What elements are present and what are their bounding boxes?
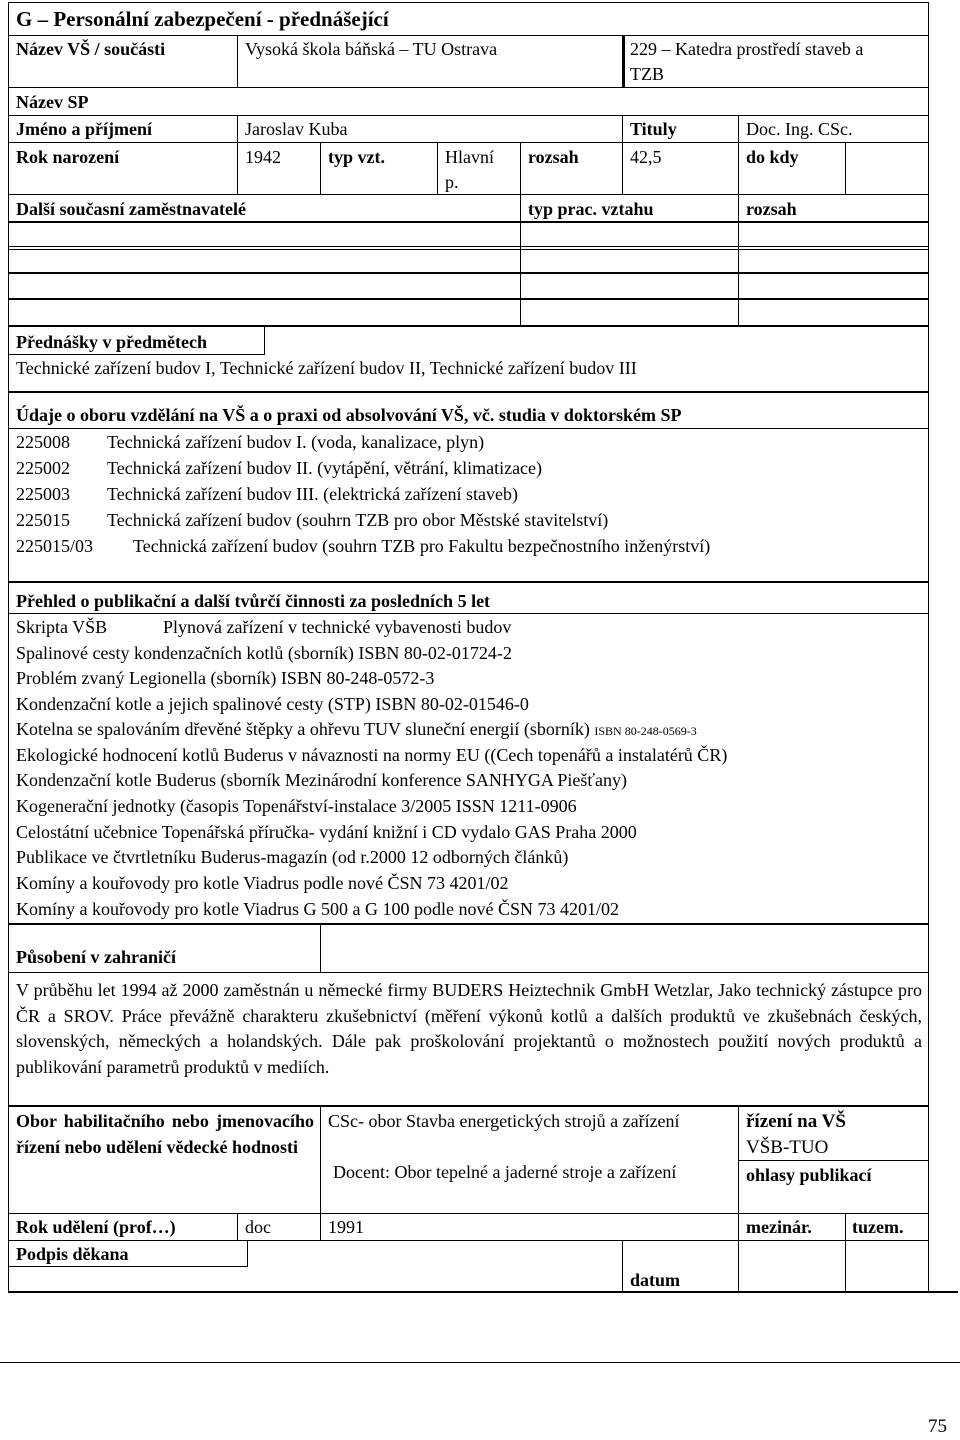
divider [845, 1213, 846, 1292]
education-text: Technická zařízení budov (souhrn TZB pro obor Městské stavitelství) [107, 510, 609, 530]
responses-label: ohlasy publikací [746, 1165, 872, 1185]
contract-type-value-line1: Hlavní [445, 147, 494, 167]
divider [738, 142, 739, 194]
signature-label: Podpis děkana [16, 1244, 129, 1264]
publication-item: Spalinové cesty kondenzačních kotlů (sborník) ISBN 80-02-01724-2 [16, 643, 512, 663]
form-title: G – Personální zabezpečení - přednášející [16, 7, 389, 31]
employer-row-2 [8, 246, 929, 274]
divider [738, 1160, 929, 1161]
divider [320, 924, 321, 972]
year-value: 1991 [328, 1217, 364, 1237]
department-value-line1: 229 – Katedra prostředí staveb a [630, 39, 864, 59]
publication-item-text: Kotelna se spalováním dřevěné štěpky a ohřevu TUV sluneční energií (sborník) [16, 719, 595, 739]
divider [738, 272, 739, 300]
education-code: 225008 [16, 432, 70, 452]
divider [8, 354, 265, 355]
proceedings-value: VŠB-TUO [746, 1137, 829, 1158]
divider [320, 142, 321, 194]
year-type: doc [245, 1217, 271, 1237]
extent-label: rozsah [528, 147, 579, 167]
education-code: 225002 [16, 458, 70, 478]
divider [738, 194, 739, 222]
divider [738, 246, 739, 274]
divider [264, 326, 265, 354]
education-code: 225003 [16, 484, 70, 504]
divider [622, 142, 623, 194]
publication-item: Publikace ve čtvrtletníku Buderus-magazín (od r.2000 12 odborných článků) [16, 847, 569, 867]
school-value: Vysoká škola báňská – TU Ostrava [245, 39, 498, 59]
publication-item: Kondenzační kotle Buderus (sborník Mezinárodní konference SANHYGA Piešťany) [16, 770, 628, 790]
publication-item: Kondenzační kotle a jejich spalinové cesty (STP) ISBN 80-02-01546-0 [16, 694, 529, 714]
divider [247, 1240, 248, 1267]
lectures-heading: Přednášky v předmětech [16, 332, 207, 352]
education-code: 225015 [16, 510, 70, 530]
date-label: datum [630, 1270, 681, 1290]
contract-type-label: typ vzt. [328, 147, 385, 167]
divider [738, 1106, 739, 1292]
divider [237, 142, 238, 194]
domestic-label: tuzem. [852, 1217, 904, 1237]
divider [8, 1240, 929, 1241]
publication-item: Problém zvaný Legionella (sborník) ISBN 80-248-0572-3 [16, 668, 435, 688]
divider [237, 35, 238, 87]
abroad-heading: Působení v zahraničí [16, 947, 177, 967]
skripta-label: Skripta VŠB [16, 617, 108, 637]
employer-row-4 [8, 298, 929, 326]
divider [520, 272, 521, 300]
education-text: Technická zařízení budov II. (vytápění, větrání, klimatizace) [107, 458, 543, 478]
extent2-label: rozsah [746, 199, 797, 219]
department-value-line2: TZB [630, 64, 664, 84]
publication-item: Celostátní učebnice Topenářská příručka- vydání knižní i CD vydalo GAS Praha 2000 [16, 822, 637, 842]
name-label: Jméno a příjmení [16, 119, 152, 139]
year-label: Rok udělení (prof…) [16, 1217, 176, 1237]
intl-label: mezinár. [746, 1217, 812, 1237]
lectures-text: Technické zařízení budov I, Technické zařízení budov II, Technické zařízení budov III [16, 358, 637, 378]
work-type-label: typ prac. vztahu [528, 199, 654, 219]
publication-item: Komíny a kouřovody pro kotle Viadrus podle nové ČSN 73 4201/02 [16, 873, 509, 893]
habilitation-value-1: CSc- obor Stavba energetických strojů a zařízení [328, 1111, 680, 1131]
education-heading: Údaje o oboru vzdělání na VŠ a o praxi od absolvování VŠ, vč. studia v doktorském SP [16, 405, 682, 425]
publication-isbn: ISBN 80-248-0569-3 [594, 724, 697, 738]
education-text: Technická zařízení budov (souhrn TZB pro Fakultu bezpečnostního inženýrství) [133, 536, 711, 556]
publications-heading: Přehled o publikační a další tvůrčí činnosti za posledních 5 let [16, 591, 491, 611]
divider [622, 115, 623, 142]
divider [622, 1240, 623, 1292]
other-employers-label: Další současní zaměstnavatelé [16, 199, 246, 219]
page-number: 75 [928, 1416, 947, 1437]
employer-row-3 [8, 272, 929, 300]
until-label: do kdy [746, 147, 799, 167]
divider [8, 1266, 248, 1267]
education-text: Technická zařízení budov I. (voda, kanalizace, plyn) [107, 432, 485, 452]
divider [520, 298, 521, 326]
divider [237, 115, 238, 142]
divider [622, 35, 625, 87]
divider [520, 142, 521, 194]
abroad-text: V průběhu let 1994 až 2000 zaměstnán u německé firmy BUDERS Heiztechnik GmbH Wetzlar, Jako technický zástupce pro ČR a SROV. Práce převážně charakteru zkušebnictví (měření výkonů kotlů a dalších produktů ve zkušebnách českých, slovenských, německých a holandských. Dále pak proškolování projektantů o možnostech použití nových produktů a publikování parametrů produktů v mediích. [16, 980, 922, 1077]
birth-value: 1942 [245, 147, 281, 167]
publication-item: Komíny a kouřovody pro kotle Viadrus G 500 a G 100 podle nové ČSN 73 4201/02 [16, 899, 620, 919]
titles-label: Tituly [630, 119, 677, 139]
divider [738, 115, 739, 142]
divider [437, 142, 438, 194]
contract-type-value-line2: p. [445, 172, 459, 192]
divider [845, 142, 846, 194]
publication-item [16, 716, 697, 744]
divider [237, 1213, 238, 1240]
bottom-rule [8, 1291, 958, 1293]
name-value: Jaroslav Kuba [245, 119, 348, 139]
divider [520, 194, 521, 222]
skripta-text: Plynová zařízení v technické vybavenosti budov [163, 617, 512, 637]
proceedings-label: řízení na VŠ [746, 1111, 846, 1132]
sp-label: Název SP [16, 92, 89, 112]
extent-value: 42,5 [630, 147, 662, 167]
birth-label: Rok narození [16, 147, 120, 167]
divider [320, 1106, 321, 1240]
divider [738, 298, 739, 326]
habilitation-label: Obor habilitačního nebo jmenovacího řízení nebo udělení vědecké hodnosti [16, 1111, 314, 1157]
divider [520, 246, 521, 274]
titles-value: Doc. Ing. CSc. [746, 119, 853, 139]
divider [8, 87, 929, 88]
divider [8, 142, 929, 143]
publication-item: Kogenerační jednotky (časopis Topenářství-instalace 3/2005 ISSN 1211-0906 [16, 796, 577, 816]
footer-rule [0, 1362, 960, 1363]
school-label: Název VŠ / součásti [16, 39, 166, 59]
habilitation-value-2: Docent: Obor tepelné a jaderné stroje a zařízení [333, 1162, 677, 1182]
publication-item: Ekologické hodnocení kotlů Buderus v návaznosti na normy EU ((Cech topenářů a instalatérů ČR) [16, 745, 728, 765]
education-text: Technická zařízení budov III. (elektrická zařízení staveb) [107, 484, 519, 504]
divider [8, 972, 929, 973]
divider [8, 194, 929, 195]
education-code: 225015/03 [16, 536, 94, 556]
